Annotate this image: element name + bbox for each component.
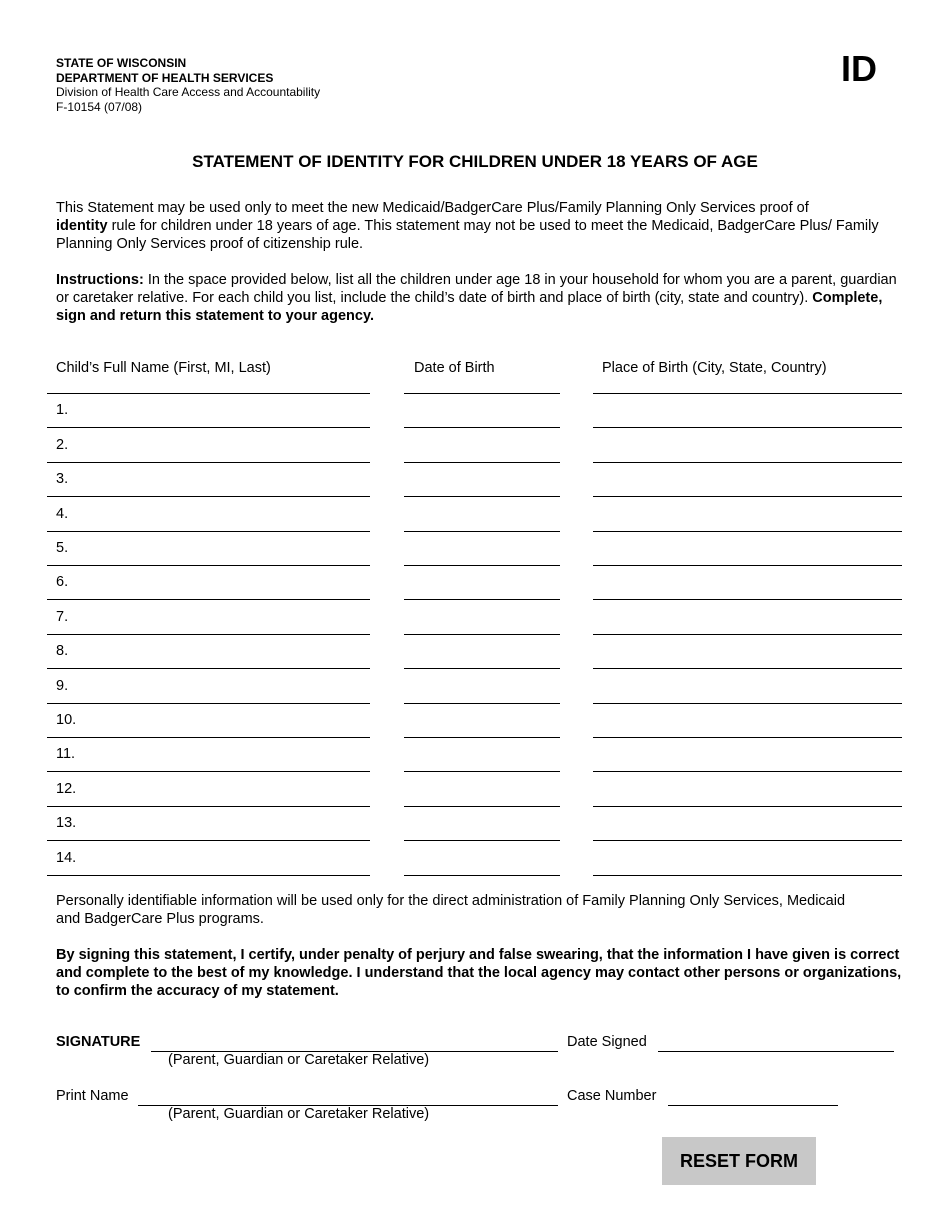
agency-header <box>56 56 320 114</box>
print-name-sublabel: (Parent, Guardian or Caretaker Relative) <box>168 1106 430 1122</box>
child-dob-input[interactable] <box>408 438 556 458</box>
reset-form-button[interactable]: RESET FORM <box>662 1137 816 1185</box>
row-line-pob <box>593 565 902 566</box>
child-pob-input[interactable] <box>597 851 898 871</box>
child-dob-input[interactable] <box>408 403 556 423</box>
row-line-dob <box>404 875 560 876</box>
row-number: 5. <box>56 540 69 556</box>
column-header-dob: Date of Birth <box>414 360 495 376</box>
row-line-pob <box>593 496 902 497</box>
child-name-input[interactable] <box>82 644 366 664</box>
row-number: 10. <box>56 712 77 728</box>
print-name-input[interactable] <box>140 1087 556 1105</box>
child-name-input[interactable] <box>82 782 366 802</box>
row-line-pob <box>593 875 902 876</box>
row-line-name <box>47 427 370 428</box>
row-line-pob <box>593 737 902 738</box>
child-dob-input[interactable] <box>408 679 556 699</box>
row-line-dob <box>404 531 560 532</box>
instructions-bold-end: Complete, sign and return this statement to your agency. <box>56 290 883 324</box>
instructions-label: Instructions: <box>56 272 144 288</box>
row-line-pob <box>593 806 902 807</box>
row-line-dob <box>404 496 560 497</box>
print-name-label: Print Name <box>56 1088 129 1104</box>
instructions-text: In the space provided below, list all the children under age 18 in your household for whom you are a parent, guardian or caretaker relative. For each child you list, include the child’s date of birth and place of birth (city, state and country). <box>56 272 897 306</box>
signature-sublabel: (Parent, Guardian or Caretaker Relative) <box>168 1052 430 1068</box>
row-line-name <box>47 875 370 876</box>
intro-paragraph <box>56 199 906 253</box>
child-pob-input[interactable] <box>597 507 898 527</box>
row-number: 8. <box>56 643 69 659</box>
case-number-label: Case Number <box>567 1088 657 1104</box>
header-underline-pob <box>593 393 902 394</box>
child-pob-input[interactable] <box>597 541 898 561</box>
child-name-input[interactable] <box>82 472 366 492</box>
row-line-pob <box>593 599 902 600</box>
row-line-name <box>47 634 370 635</box>
certification-statement: By signing this statement, I certify, under penalty of perjury and false swearing, that the information I have given is correct and complete to the best of my knowledge. I understand that the local agency may contact other persons or organizations, to confirm the accuracy of my statement. <box>56 947 902 999</box>
row-line-dob <box>404 703 560 704</box>
child-pob-input[interactable] <box>597 816 898 836</box>
row-line-name <box>47 462 370 463</box>
row-line-dob <box>404 565 560 566</box>
division-name: Division of Health Care Access and Accountability <box>56 85 321 99</box>
intro-bold-word: identity <box>56 218 108 234</box>
child-pob-input[interactable] <box>597 644 898 664</box>
row-number: 9. <box>56 678 69 694</box>
child-pob-input[interactable] <box>597 472 898 492</box>
child-dob-input[interactable] <box>408 713 556 733</box>
child-dob-input[interactable] <box>408 816 556 836</box>
row-line-pob <box>593 531 902 532</box>
page-title: STATEMENT OF IDENTITY FOR CHILDREN UNDER 18 YEARS OF AGE <box>192 152 758 171</box>
child-dob-input[interactable] <box>408 851 556 871</box>
row-line-dob <box>404 840 560 841</box>
header-underline-name <box>47 393 370 394</box>
child-dob-input[interactable] <box>408 575 556 595</box>
date-signed-line <box>658 1051 894 1052</box>
child-dob-input[interactable] <box>408 644 556 664</box>
row-line-name <box>47 565 370 566</box>
child-name-input[interactable] <box>82 575 366 595</box>
signature-label: SIGNATURE <box>56 1034 141 1050</box>
intro-text-2: rule for children under 18 years of age. This statement may not be used to meet the Medicaid, BadgerCare Plus/ Family Planning Only Services proof of citizenship rule. <box>56 218 879 252</box>
row-number: 11. <box>56 746 76 762</box>
case-number-input[interactable] <box>670 1087 836 1105</box>
row-number: 12. <box>56 781 77 797</box>
row-line-name <box>47 531 370 532</box>
column-header-pob: Place of Birth (City, State, Country) <box>602 360 827 376</box>
child-name-input[interactable] <box>82 403 366 423</box>
row-number: 3. <box>56 471 69 487</box>
signature-input[interactable] <box>153 1033 556 1051</box>
row-line-name <box>47 599 370 600</box>
row-line-name <box>47 806 370 807</box>
row-line-dob <box>404 771 560 772</box>
privacy-notice: Personally identifiable information will be used only for the direct administration of Family Planning Only Services, Medicaid and BadgerCare Plus programs. <box>56 893 846 927</box>
child-dob-input[interactable] <box>408 541 556 561</box>
instructions-paragraph <box>56 271 906 325</box>
child-name-input[interactable] <box>82 541 366 561</box>
child-pob-input[interactable] <box>597 575 898 595</box>
child-dob-input[interactable] <box>408 472 556 492</box>
column-header-name: Child’s Full Name (First, MI, Last) <box>56 360 271 376</box>
row-number: 13. <box>56 815 77 831</box>
child-name-input[interactable] <box>82 610 366 630</box>
child-name-input[interactable] <box>82 438 366 458</box>
date-signed-label: Date Signed <box>567 1034 647 1050</box>
child-name-input[interactable] <box>82 679 366 699</box>
intro-text-1: This Statement may be used only to meet the new Medicaid/BadgerCare Plus/Family Planning Only Services proof of <box>56 200 809 216</box>
row-line-name <box>47 496 370 497</box>
child-dob-input[interactable] <box>408 507 556 527</box>
case-number-line <box>668 1105 838 1106</box>
row-line-dob <box>404 427 560 428</box>
row-line-name <box>47 668 370 669</box>
row-line-dob <box>404 462 560 463</box>
date-signed-input[interactable] <box>660 1033 892 1051</box>
row-line-name <box>47 840 370 841</box>
row-line-name <box>47 737 370 738</box>
child-dob-input[interactable] <box>408 747 556 767</box>
row-line-dob <box>404 599 560 600</box>
department-name: DEPARTMENT OF HEALTH SERVICES <box>56 70 274 85</box>
child-name-input[interactable] <box>82 713 366 733</box>
child-pob-input[interactable] <box>597 679 898 699</box>
form-id: ID <box>841 48 877 89</box>
row-line-pob <box>593 634 902 635</box>
child-pob-input[interactable] <box>597 782 898 802</box>
row-line-dob <box>404 634 560 635</box>
form-number: F-10154 (07/08) <box>56 99 143 114</box>
row-line-pob <box>593 427 902 428</box>
row-line-pob <box>593 703 902 704</box>
row-line-pob <box>593 462 902 463</box>
child-pob-input[interactable] <box>597 747 898 767</box>
child-pob-input[interactable] <box>597 713 898 733</box>
row-line-pob <box>593 840 902 841</box>
row-line-pob <box>593 668 902 669</box>
row-line-dob <box>404 737 560 738</box>
child-name-input[interactable] <box>82 851 366 871</box>
row-number: 14. <box>56 850 77 866</box>
row-line-name <box>47 771 370 772</box>
row-number: 1. <box>56 402 69 418</box>
child-name-input[interactable] <box>82 507 366 527</box>
state-name: STATE OF WISCONSIN <box>56 56 187 70</box>
child-dob-input[interactable] <box>408 610 556 630</box>
child-name-input[interactable] <box>82 816 366 836</box>
row-number: 6. <box>56 574 69 590</box>
row-line-name <box>47 703 370 704</box>
row-number: 7. <box>56 609 69 625</box>
child-name-input[interactable] <box>82 747 366 767</box>
child-pob-input[interactable] <box>597 610 898 630</box>
child-pob-input[interactable] <box>597 438 898 458</box>
row-line-pob <box>593 771 902 772</box>
child-dob-input[interactable] <box>408 782 556 802</box>
row-line-dob <box>404 806 560 807</box>
row-line-dob <box>404 668 560 669</box>
header-underline-dob <box>404 393 560 394</box>
child-pob-input[interactable] <box>597 403 898 423</box>
row-number: 2. <box>56 437 69 453</box>
row-number: 4. <box>56 506 69 522</box>
